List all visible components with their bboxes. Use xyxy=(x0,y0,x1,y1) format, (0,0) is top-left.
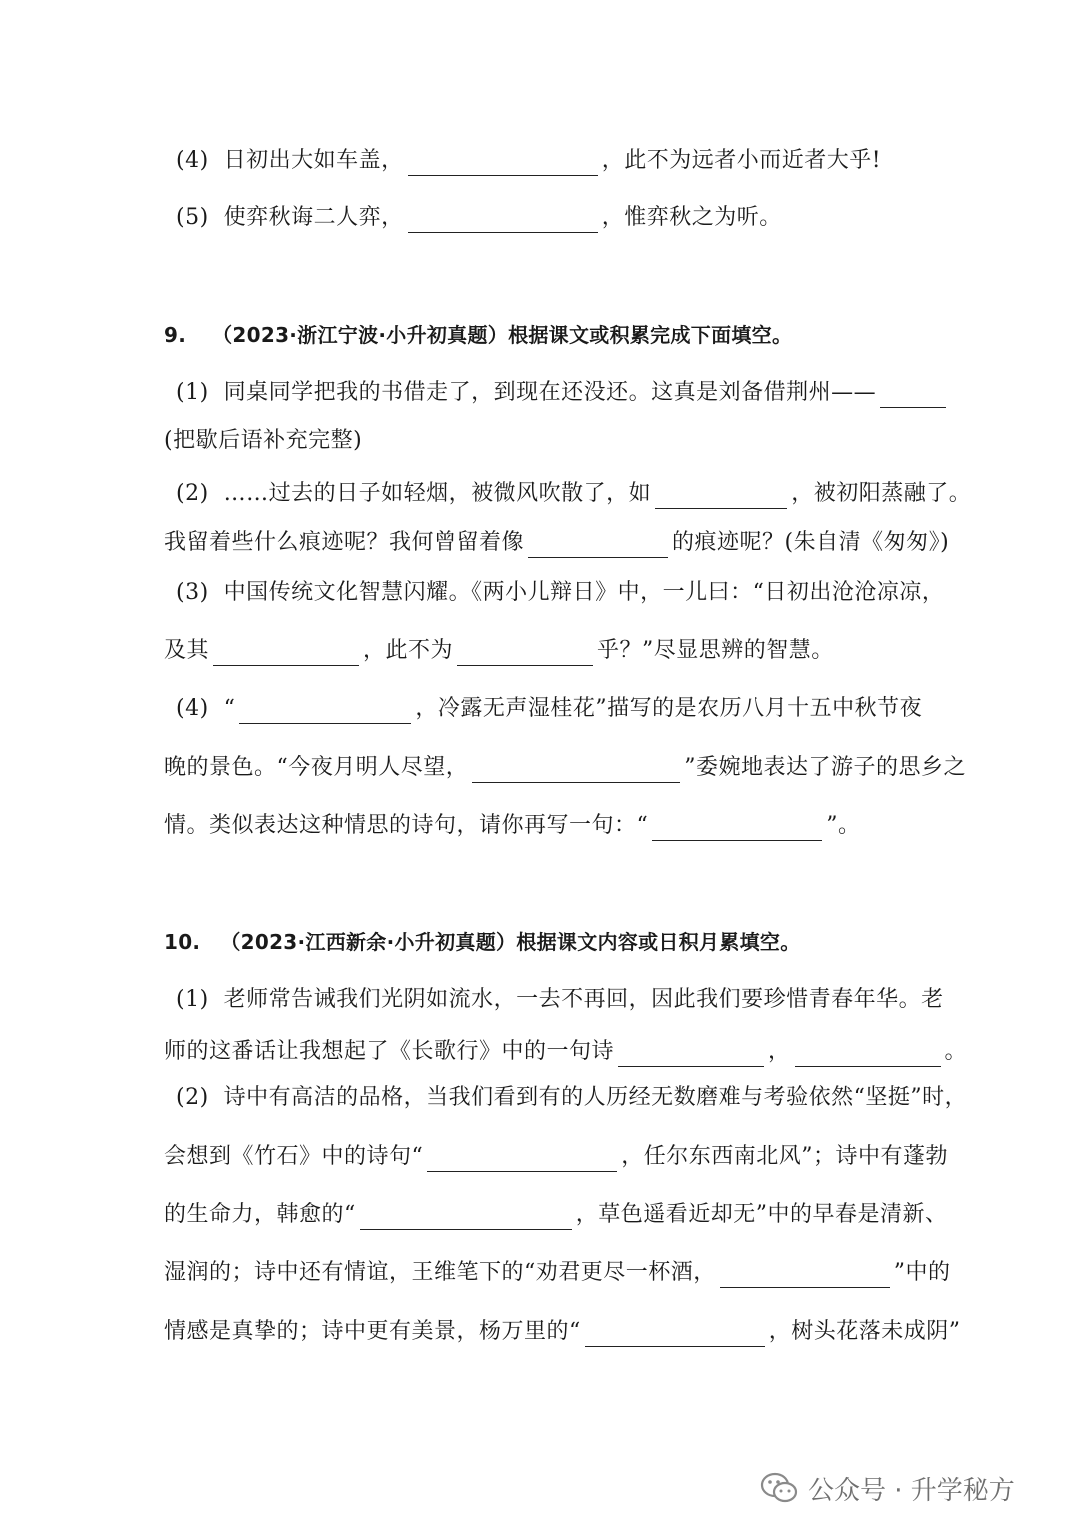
q10-item-2-cont-4: 情感是真挚的；诗中更有美景，杨万里的“ ，树头花落未成阴” xyxy=(164,1317,961,1347)
prev-item-5: (5) 使弈秋诲二人弈， ，惟弈秋之为听。 xyxy=(176,203,782,233)
answer-blank[interactable] xyxy=(457,641,593,666)
item-number: (4) xyxy=(176,148,209,173)
q9-item-2-cont: 我留着些什么痕迹呢？我何曾留着像 的痕迹呢？(朱自清《匆匆》) xyxy=(164,528,949,558)
question-number: 10. xyxy=(164,930,201,954)
q10-item-2-cont-3: 湿润的；诗中还有情谊，王维笔下的“劝君更尽一杯酒， ”中的 xyxy=(164,1258,951,1288)
q10-item-2-cont-2: 的生命力，韩愈的“ ，草色遥看近却无”中的早春是清新、 xyxy=(164,1200,948,1230)
q9-item-1-note: (把歇后语补充完整) xyxy=(164,428,363,453)
answer-blank[interactable] xyxy=(239,699,411,724)
answer-blank[interactable] xyxy=(880,383,946,408)
answer-blank[interactable] xyxy=(795,1042,941,1067)
item-number: (2) xyxy=(176,481,209,506)
answer-blank[interactable] xyxy=(652,816,822,841)
q10-item-1: (1) 老师常告诫我们光阴如流水，一去不再回，因此我们要珍惜青春年华。老 xyxy=(176,987,944,1012)
answer-blank[interactable] xyxy=(472,758,680,783)
item-number: (2) xyxy=(176,1085,209,1110)
q10-item-2-cont-1: 会想到《竹石》中的诗句“ ，任尔东西南北风”；诗中有蓬勃 xyxy=(164,1142,948,1172)
answer-blank[interactable] xyxy=(408,151,598,176)
answer-blank[interactable] xyxy=(618,1042,764,1067)
prev-item-4: (4) 日初出大如车盖， ，此不为远者小而近者大乎! xyxy=(176,146,881,176)
q9-item-3-cont: 及其 ，此不为 乎？”尽显思辨的智慧。 xyxy=(164,636,834,666)
answer-blank[interactable] xyxy=(528,533,668,558)
item-number: (1) xyxy=(176,987,209,1012)
q9-item-3: (3) 中国传统文化智慧闪耀。《两小儿辩日》中，一儿曰：“日初出沧沧凉凉， xyxy=(176,580,945,605)
watermark xyxy=(760,1468,1015,1508)
watermark-text: 公众号 · 升学秘方 xyxy=(808,1475,1015,1506)
wechat-icon xyxy=(760,1471,798,1505)
q10-item-1-cont: 师的这番话让我想起了《长歌行》中的一句诗 ， 。 xyxy=(164,1037,967,1067)
q9-item-4: (4) “ ，冷露无声湿桂花”描写的是农历八月十五中秋节夜 xyxy=(176,694,922,724)
answer-blank[interactable] xyxy=(655,484,787,509)
answer-blank[interactable] xyxy=(585,1322,765,1347)
question-9-title: 9. （2023·浙江宁波·小升初真题）根据课文或积累完成下面填空。 xyxy=(164,323,793,347)
q9-item-2: (2) ……过去的日子如轻烟，被微风吹散了，如 ，被初阳蒸融了。 xyxy=(176,479,971,509)
question-10-title: 10. （2023·江西新余·小升初真题）根据课文内容或日积月累填空。 xyxy=(164,930,801,954)
q9-item-4-cont-1: 晚的景色。“今夜月明人尽望， ”委婉地表达了游子的思乡之 xyxy=(164,753,966,783)
item-number: (5) xyxy=(176,205,209,230)
question-number: 9. xyxy=(164,323,187,347)
answer-blank[interactable] xyxy=(213,641,359,666)
q10-item-2: (2) 诗中有高洁的品格，当我们看到有的人历经无数磨难与考验依然“坚挺”时， xyxy=(176,1085,968,1110)
answer-blank[interactable] xyxy=(360,1205,572,1230)
answer-blank[interactable] xyxy=(427,1147,617,1172)
q9-item-1: (1) 同桌同学把我的书借走了，到现在还没还。这真是刘备借荆州—— xyxy=(176,378,950,408)
item-number: (1) xyxy=(176,380,209,405)
answer-blank[interactable] xyxy=(720,1263,890,1288)
answer-blank[interactable] xyxy=(408,208,598,233)
q9-item-4-cont-2: 情。类似表达这种情思的诗句，请你再写一句：“ ”。 xyxy=(164,811,861,841)
item-number: (4) xyxy=(176,696,209,721)
item-number: (3) xyxy=(176,580,209,605)
